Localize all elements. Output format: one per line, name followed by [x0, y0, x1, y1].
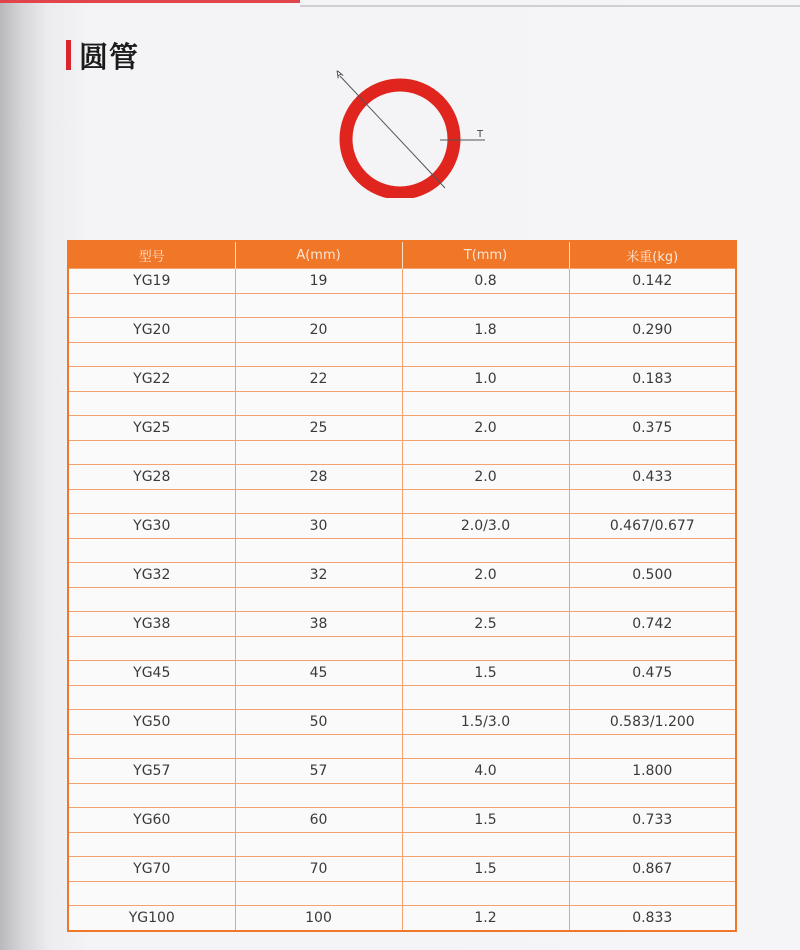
cell-weight: 0.833: [569, 906, 736, 932]
table-spacer-row: [68, 735, 736, 759]
cell-t: 2.0: [402, 416, 569, 441]
thickness-label: T: [477, 129, 484, 140]
cell-a: 45: [235, 661, 402, 686]
cell-weight: 0.183: [569, 367, 736, 392]
table-spacer-row: [68, 441, 736, 465]
empty-cell: [235, 392, 402, 416]
table-spacer-row: [68, 637, 736, 661]
table-spacer-row: [68, 539, 736, 563]
table-row: [68, 612, 736, 637]
empty-cell: [68, 588, 235, 612]
empty-cell: [402, 588, 569, 612]
empty-cell: [402, 833, 569, 857]
section-heading: [66, 38, 139, 72]
cell-weight: 0.142: [569, 269, 736, 294]
cell-a: 32: [235, 563, 402, 588]
empty-cell: [569, 784, 736, 808]
empty-cell: [569, 588, 736, 612]
empty-cell: [569, 490, 736, 514]
cell-model: YG25: [68, 416, 235, 441]
cell-a: 28: [235, 465, 402, 490]
empty-cell: [402, 637, 569, 661]
empty-cell: [569, 441, 736, 465]
empty-cell: [402, 784, 569, 808]
table-spacer-row: [68, 833, 736, 857]
table-row: [68, 514, 736, 539]
empty-cell: [402, 686, 569, 710]
cell-a: 30: [235, 514, 402, 539]
table-spacer-row: [68, 392, 736, 416]
cell-model: YG22: [68, 367, 235, 392]
cell-weight: 0.375: [569, 416, 736, 441]
header-a: A(mm): [235, 241, 402, 269]
table-row: [68, 269, 736, 294]
empty-cell: [235, 686, 402, 710]
empty-cell: [569, 539, 736, 563]
empty-cell: [402, 735, 569, 759]
cell-t: 1.8: [402, 318, 569, 343]
cell-t: 0.8: [402, 269, 569, 294]
empty-cell: [402, 392, 569, 416]
empty-cell: [235, 637, 402, 661]
table-row: [68, 857, 736, 882]
cell-model: YG100: [68, 906, 235, 932]
empty-cell: [235, 441, 402, 465]
table-header-row: [68, 241, 736, 269]
top-divider-grey: [300, 5, 800, 7]
table-row: [68, 661, 736, 686]
cell-t: 1.5: [402, 857, 569, 882]
empty-cell: [68, 882, 235, 906]
empty-cell: [68, 833, 235, 857]
table-body: [68, 269, 736, 932]
cell-t: 2.5: [402, 612, 569, 637]
table-spacer-row: [68, 343, 736, 367]
cell-model: YG50: [68, 710, 235, 735]
empty-cell: [68, 490, 235, 514]
cell-weight: 0.742: [569, 612, 736, 637]
table-spacer-row: [68, 490, 736, 514]
empty-cell: [235, 294, 402, 318]
cell-a: 57: [235, 759, 402, 784]
cell-a: 38: [235, 612, 402, 637]
empty-cell: [402, 882, 569, 906]
empty-cell: [569, 637, 736, 661]
empty-cell: [569, 882, 736, 906]
table-row: [68, 759, 736, 784]
cell-model: YG45: [68, 661, 235, 686]
empty-cell: [402, 490, 569, 514]
empty-cell: [235, 343, 402, 367]
cell-weight: 0.475: [569, 661, 736, 686]
table-row: [68, 367, 736, 392]
table-row: [68, 318, 736, 343]
empty-cell: [235, 833, 402, 857]
cell-t: 2.0: [402, 563, 569, 588]
empty-cell: [68, 392, 235, 416]
empty-cell: [402, 441, 569, 465]
cell-weight: 0.867: [569, 857, 736, 882]
cell-a: 20: [235, 318, 402, 343]
empty-cell: [68, 539, 235, 563]
cell-t: 1.5: [402, 661, 569, 686]
empty-cell: [569, 686, 736, 710]
cell-a: 50: [235, 710, 402, 735]
page-title: 圆管: [79, 39, 140, 74]
spec-table: [67, 240, 737, 932]
empty-cell: [402, 294, 569, 318]
table-spacer-row: [68, 294, 736, 318]
cell-weight: 0.433: [569, 465, 736, 490]
empty-cell: [569, 833, 736, 857]
cell-model: YG70: [68, 857, 235, 882]
empty-cell: [68, 686, 235, 710]
empty-cell: [68, 735, 235, 759]
empty-cell: [68, 343, 235, 367]
top-divider: [0, 0, 800, 8]
empty-cell: [402, 539, 569, 563]
empty-cell: [68, 637, 235, 661]
empty-cell: [235, 490, 402, 514]
cell-a: 22: [235, 367, 402, 392]
cell-model: YG32: [68, 563, 235, 588]
cell-t: 4.0: [402, 759, 569, 784]
table-row: [68, 906, 736, 932]
empty-cell: [68, 784, 235, 808]
cell-model: YG19: [68, 269, 235, 294]
cell-weight: 0.467/0.677: [569, 514, 736, 539]
table-row: [68, 563, 736, 588]
table-spacer-row: [68, 686, 736, 710]
empty-cell: [68, 294, 235, 318]
table-row: [68, 416, 736, 441]
empty-cell: [569, 294, 736, 318]
header-model: 型号: [68, 241, 235, 269]
cell-weight: 0.733: [569, 808, 736, 833]
cell-a: 25: [235, 416, 402, 441]
cell-weight: 1.800: [569, 759, 736, 784]
empty-cell: [235, 735, 402, 759]
cell-weight: 0.583/1.200: [569, 710, 736, 735]
cell-a: 100: [235, 906, 402, 932]
cell-t: 1.5/3.0: [402, 710, 569, 735]
table-spacer-row: [68, 784, 736, 808]
cell-a: 19: [235, 269, 402, 294]
empty-cell: [235, 784, 402, 808]
header-weight: 米重(kg): [569, 241, 736, 269]
table-row: [68, 710, 736, 735]
cell-a: 70: [235, 857, 402, 882]
table-spacer-row: [68, 588, 736, 612]
table-spacer-row: [68, 882, 736, 906]
empty-cell: [68, 441, 235, 465]
cell-t: 1.0: [402, 367, 569, 392]
cell-a: 60: [235, 808, 402, 833]
top-divider-red: [0, 0, 300, 3]
empty-cell: [569, 735, 736, 759]
table-row: [68, 808, 736, 833]
round-tube-diagram: [320, 68, 500, 198]
table-row: [68, 465, 736, 490]
tube-ring: [346, 85, 454, 193]
empty-cell: [569, 392, 736, 416]
header-t: T(mm): [402, 241, 569, 269]
empty-cell: [569, 343, 736, 367]
cell-model: YG30: [68, 514, 235, 539]
cell-model: YG20: [68, 318, 235, 343]
cell-model: YG57: [68, 759, 235, 784]
cell-weight: 0.290: [569, 318, 736, 343]
cell-t: 2.0: [402, 465, 569, 490]
empty-cell: [402, 343, 569, 367]
cell-model: YG28: [68, 465, 235, 490]
cell-t: 1.5: [402, 808, 569, 833]
diameter-label: A: [333, 68, 346, 82]
empty-cell: [235, 539, 402, 563]
empty-cell: [235, 882, 402, 906]
cell-model: YG60: [68, 808, 235, 833]
cell-t: 2.0/3.0: [402, 514, 569, 539]
empty-cell: [235, 588, 402, 612]
cell-t: 1.2: [402, 906, 569, 932]
cell-model: YG38: [68, 612, 235, 637]
heading-accent-bar: [66, 40, 71, 70]
cell-weight: 0.500: [569, 563, 736, 588]
